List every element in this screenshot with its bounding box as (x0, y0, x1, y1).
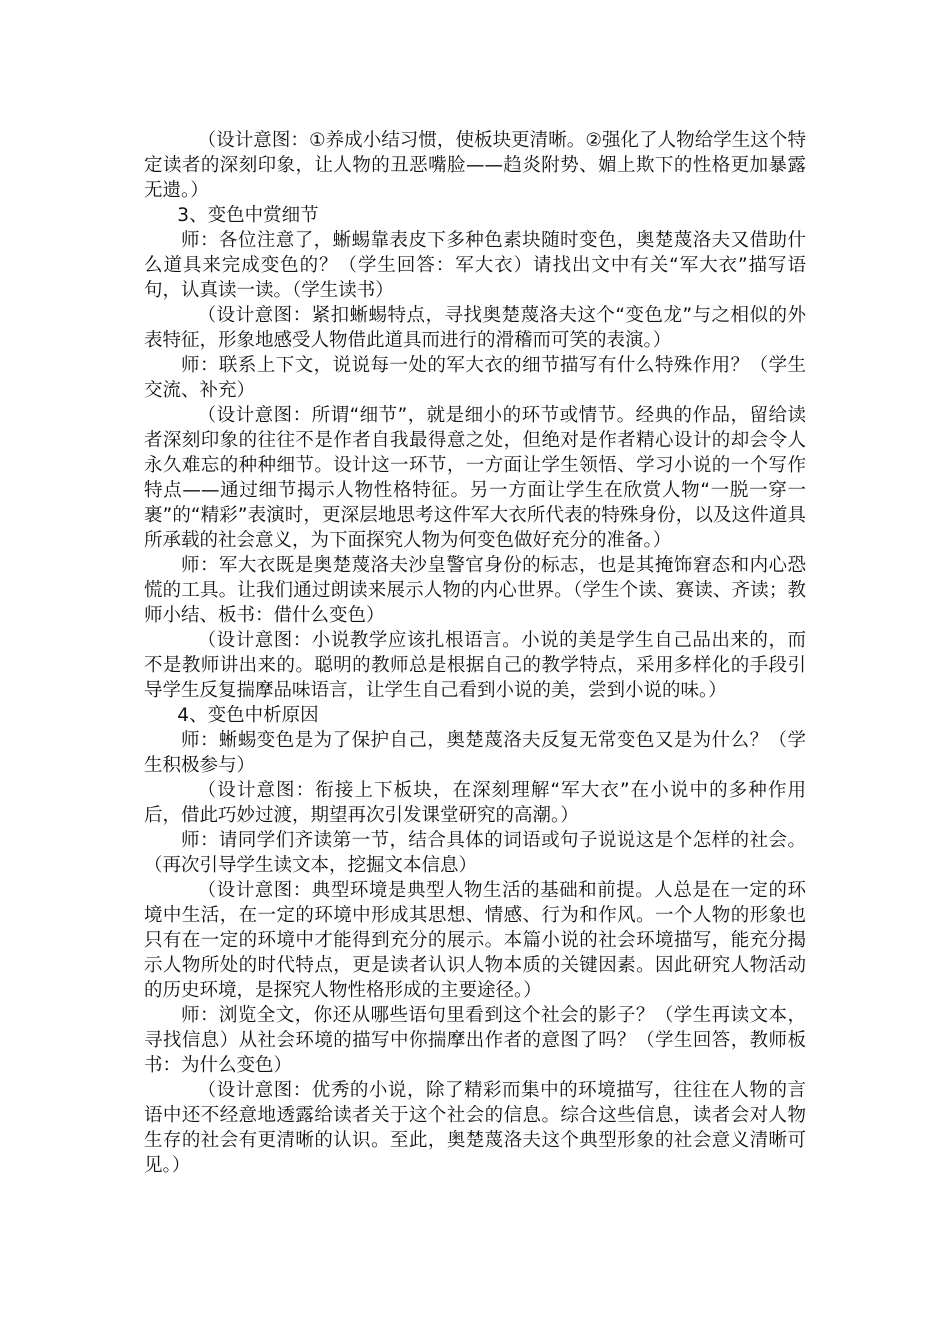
section-heading: 3、变色中赏细节 (177, 205, 319, 226)
design-intent-paragraph: （设计意图：①养成小结习惯，使板块更清晰。②强化了人物给学生这个特定读者的深刻印象，让人物的丑恶嘴脸——趋炎附势、媚上欺下的性格更加暴露无遗。） (144, 130, 806, 201)
design-intent-paragraph: （设计意图：衔接上下板块，在深刻理解“军大衣”在小说中的多种作用后，借此巧妙过渡，期望再次引发课堂研究的高潮。） (144, 780, 806, 826)
section-heading: 4、变色中析原因 (177, 705, 319, 726)
teacher-paragraph: 师：各位注意了，蜥蜴靠表皮下多种色素块随时变色，奥楚蔑洛夫又借助什么道具来完成变色的？（学生回答：军大衣）请找出文中有关“军大衣”描写语句，认真读一读。（学生读书） (144, 230, 806, 301)
teacher-paragraph: 师：请同学们齐读第一节，结合具体的词语或句子说说这是个怎样的社会。（再次引导学生读文本，挖掘文本信息） (144, 830, 806, 876)
document-page (144, 128, 806, 1178)
design-intent-paragraph: （设计意图：优秀的小说，除了精彩而集中的环境描写，往往在人物的言语中还不经意地透露给读者关于这个社会的信息。综合这些信息，读者会对人物生存的社会有更清晰的认识。至此，奥楚蔑洛夫这个典型形象的社会意义清晰可见。） (144, 1080, 806, 1176)
design-intent-paragraph: （设计意图：小说教学应该扎根语言。小说的美是学生自己品出来的，而不是教师讲出来的。聪明的教师总是根据自己的教学特点，采用多样化的手段引导学生反复揣摩品味语言，让学生自己看到小说的美，尝到小说的味。） (144, 630, 806, 701)
teacher-paragraph: 师：浏览全文，你还从哪些语句里看到这个社会的影子？（学生再读文本，寻找信息）从社会环境的描写中你揣摩出作者的意图了吗？（学生回答，教师板书：为什么变色） (144, 1005, 806, 1076)
design-intent-paragraph: （设计意图：所谓“细节”，就是细小的环节或情节。经典的作品，留给读者深刻印象的往往不是作者自我最得意之处，但绝对是作者精心设计的却会令人永久难忘的种种细节。设计这一环节，一方面让学生领悟、学习小说的一个写作特点——通过细节揭示人物性格特征。另一方面让学生在欣赏人物“一脱一穿一裹”的“精彩”表演时，更深层地思考这件军大衣所代表的特殊身份，以及这件道具所承载的社会意义，为下面探究人物为何变色做好充分的准备。） (144, 405, 806, 551)
teacher-paragraph: 师：蜥蜴变色是为了保护自己，奥楚蔑洛夫反复无常变色又是为什么？（学生积极参与） (144, 730, 806, 776)
design-intent-paragraph: （设计意图：典型环境是典型人物生活的基础和前提。人总是在一定的环境中生活，在一定的环境中形成其思想、情感、行为和作风。一个人物的形象也只有在一定的环境中才能得到充分的展示。本篇小说的社会环境描写，能充分揭示人物所处的时代特点，更是读者认识人物本质的关键因素。因此研究人物活动的历史环境，是探究人物性格形成的主要途径。） (144, 880, 806, 1001)
design-intent-paragraph: （设计意图：紧扣蜥蜴特点，寻找奥楚蔑洛夫这个“变色龙”与之相似的外表特征，形象地感受人物借此道具而进行的滑稽而可笑的表演。） (144, 305, 806, 351)
teacher-paragraph: 师：联系上下文，说说每一处的军大衣的细节描写有什么特殊作用？（学生交流、补充） (144, 355, 806, 401)
teacher-paragraph: 师：军大衣既是奥楚蔑洛夫沙皇警官身份的标志，也是其掩饰窘态和内心恐慌的工具。让我们通过朗读来展示人物的内心世界。（学生个读、赛读、齐读；教师小结、板书：借什么变色） (144, 555, 806, 626)
